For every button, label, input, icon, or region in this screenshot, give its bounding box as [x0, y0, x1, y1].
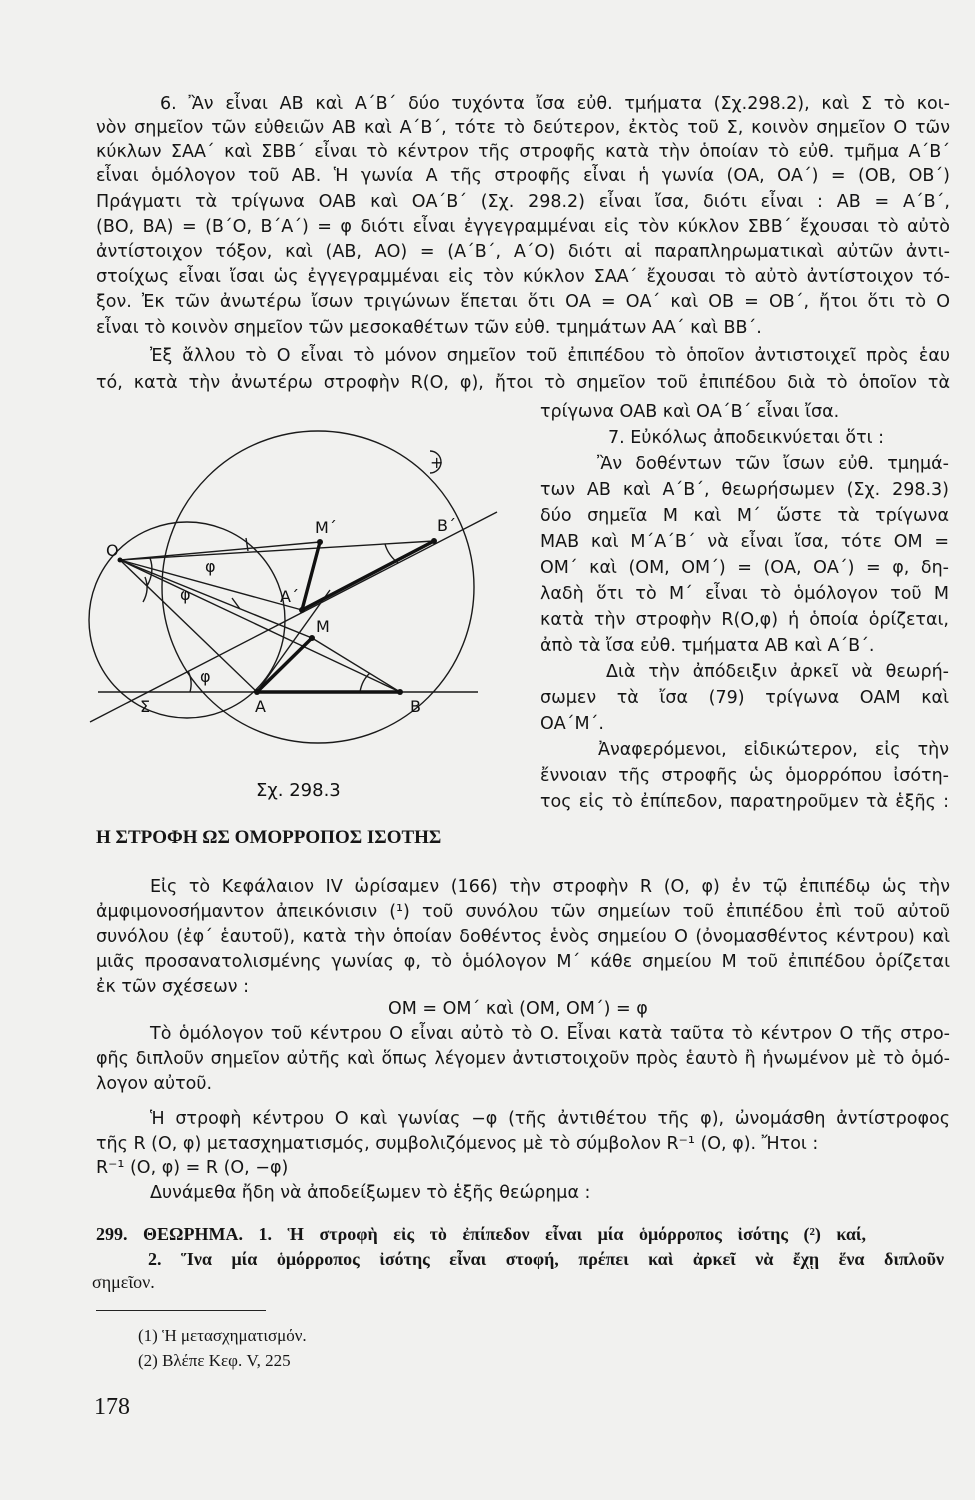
text-line: ἀπὸ τὰ ἴσα εὐθ. τμήματα ΑΒ καὶ Α΄Β΄.	[540, 636, 875, 656]
text-line: ΜΑΒ καὶ Μ΄Α΄Β΄ νὰ εἶναι ἴσα, τότε ΟΜ =	[540, 532, 949, 552]
text-line: τῆς R (Ο, φ) μετασχηματισμός, συμβολιζόμενος μὲ τὸ σύμβολον R⁻¹ (Ο, φ). Ἤτοι :	[96, 1134, 819, 1154]
text-line: εἶναι ὁμόλογον τοῦ ΑΒ. Ἡ γωνία Α τῆς στροφῆς εἶναι ἡ γωνία (ΟΑ, ΟΑ΄) = (ΟΒ, ΟΒ΄)	[96, 166, 950, 186]
text-line: Ἐξ ἄλλου τὸ Ο εἶναι τὸ μόνον σημεῖον τοῦ ἐπιπέδου τὸ ὁποῖον ἀντιστοιχεῖ πρὸς ἑαυ	[150, 346, 950, 366]
text-line: ἐκ τῶν σχέσεων :	[96, 977, 249, 997]
text-line: εἶναι τὸ κοινὸν σημεῖον τῶν μεσοκαθέτων τῶν εὐθ. τμημάτων ΑΑ΄ καὶ ΒΒ΄.	[96, 318, 762, 338]
text-line: μιᾶς προσανατολισμένης γωνίας φ, τὸ ὁμόλογον Μ΄ κάθε σημείου Μ τοῦ ἐπιπέδου ὁρίζεται	[96, 952, 950, 972]
theorem-line: 2. Ἵνα μία ὁμόρροπος ἰσότης εἶναι στοφή, πρέπει καὶ ἀρκεῖ νὰ ἔχῃ ἕνα διπλοῦν	[148, 1249, 944, 1269]
text-line: κύκλων ΣΑΑ΄ καὶ ΣΒΒ΄ εἶναι τὸ κέντρον τῆς στροφῆς κατὰ τὴν ὁποίαν τὸ εὐθ. τμῆμα Α΄Β΄	[96, 142, 950, 162]
label-A: Α	[255, 697, 266, 716]
text-line: Διὰ τὴν ἀπόδειξιν ἀρκεῖ νὰ θεωρή-	[606, 662, 949, 682]
text-line: Τὸ ὁμόλογον τοῦ κέντρου Ο εἶναι αὐτὸ τὸ Ο. Εἶναι κατὰ ταῦτα τὸ κέντρον Ο τῆς στρο-	[150, 1024, 950, 1044]
label-S: Σ	[140, 697, 151, 716]
text-line: τό, κατὰ τὴν ἀνωτέρω στροφὴν R(Ο, φ), ἤτοι τὸ σημεῖον τοῦ ἐπιπέδου διὰ τὸ ὁποῖον τὰ	[96, 373, 950, 393]
segment-MprimeAprime	[302, 542, 320, 610]
theorem-line: σημεῖον.	[92, 1272, 155, 1292]
label-M-prime: Μ΄	[315, 518, 337, 537]
segment-A-M	[257, 638, 312, 692]
text-line: (ΒΟ, ΒΑ) = (Β΄Ο, Β΄Α΄) = φ διότι εἶναι ἐγγεγραμμέναι εἰς τὸν κύκλον ΣΒΒ΄ ἔχουσαι τὸ αὐτὸ	[96, 217, 950, 237]
label-M: Μ	[316, 617, 330, 636]
text-line: Εἰς τὸ Κεφάλαιον IV ὡρίσαμεν (166) τὴν στροφὴν R (Ο, φ) ἐν τῷ ἐπιπέδῳ ὡς τὴν	[150, 877, 950, 897]
line-O-Mprime	[120, 542, 320, 560]
text-line: Ἡ στροφὴ κέντρου Ο καὶ γωνίας −φ (τῆς ἀντιθέτου τῆς φ), ὠνομάσθη ἀντίστροφος	[150, 1109, 950, 1129]
text-line: ΟΜ΄ καὶ (ΟΜ, ΟΜ΄) = (ΟΑ, ΟΑ΄) = φ, δη-	[540, 558, 949, 578]
label-plus: +	[430, 453, 444, 472]
page-number: 178	[94, 1394, 130, 1420]
text-line: δύο σημεῖα Μ καὶ Μ΄ ὥστε τὰ τρίγωνα	[540, 506, 949, 526]
angle-arc-O2	[143, 577, 147, 602]
text-line: φῆς διπλοῦν σημεῖον αὐτῆς καὶ ὅπως λέγομεν ἀντιστοιχοῦν πρὸς ἑαυτὸ ἢ ἡνωμένον μὲ τὸ ὁμό-	[96, 1049, 950, 1069]
text-line: 6. Ἂν εἶναι ΑΒ καὶ Α΄Β΄ δύο τυχόντα ἴσα εὐθ. τμήματα (Σχ.298.2), καὶ Σ τὸ κοι-	[160, 94, 950, 114]
text-line: ἔννοιαν τῆς στροφῆς ὡς ὁμορρόπου ἰσότη-	[540, 766, 949, 786]
label-O: Ο	[106, 541, 119, 560]
label-phi-1: φ	[205, 557, 216, 576]
text-line: συνόλου (ἐφ΄ ἑαυτοῦ), κατὰ τὴν ὁποίαν δοθέντος ἑνὸς σημείου Ο (ὀνομασθέντος κέντρου) καὶ	[96, 927, 950, 947]
text-line: 7. Εὐκόλως ἀποδεικνύεται ὅτι :	[608, 428, 885, 448]
text-line: ΟΑ΄Μ΄.	[540, 714, 604, 734]
figure-caption: Σχ. 298.3	[256, 780, 341, 801]
footnote-rule	[96, 1310, 266, 1311]
line-M-B	[312, 638, 400, 692]
footnote: (1) Ἡ μετασχηματισμόν.	[138, 1326, 307, 1345]
text-line: τος εἰς τὸ ἐπίπεδον, παρατηροῦμεν τὰ ἑξῆς :	[540, 792, 949, 812]
text-line: Πράγματι τὰ τρίγωνα ΟΑΒ καὶ ΟΑ΄Β΄ (Σχ. 298.2) εἶναι ἴσα, διότι εἶναι : ΑΒ = Α΄Β΄,	[96, 192, 950, 212]
footnote: (2) Βλέπε Κεφ. V, 225	[138, 1351, 291, 1370]
text-line: Ἂν δοθέντων τῶν ἴσων εὐθ. τμημά-	[597, 454, 949, 474]
text-line: νὸν σημεῖον τῶν εὐθειῶν ΑΒ καὶ Α΄Β΄, τότε τὸ δεύτερον, ἐκτὸς τοῦ Σ, κοινὸν σημεῖον Ο τῶν	[96, 118, 950, 138]
text-line: ἀμφιμονοσήμαντον ἀπεικόνισιν (¹) τοῦ συνόλου τῶν σημείων τοῦ ἐπιπέδου ἐπὶ τοῦ αὐτοῦ	[96, 902, 950, 922]
text-line: τρίγωνα ΟΑΒ καὶ ΟΑ΄Β΄ εἶναι ἴσα.	[540, 402, 840, 422]
label-phi-3: φ	[200, 667, 211, 686]
theorem-line: 299. ΘΕΩΡΗΜΑ. 1. Ἡ στροφὴ εἰς τὸ ἐπίπεδον εἶναι μία ὁμόρροπος ἰσότης (²) καί,	[96, 1224, 866, 1244]
circle-SBB	[162, 431, 474, 743]
text-line: των ΑΒ καὶ Α΄Β΄, θεωρήσωμεν (Σχ. 298.3)	[540, 480, 949, 500]
text-line: ἀντίστοιχον τόξον, καὶ (ΑΒ, ΑΟ) = (Α΄Β΄, Α΄Ο) διότι αἱ παραπληρωματικαὶ αὐτῶν ἀντι-	[96, 242, 950, 262]
text-line: κατὰ τὴν στροφὴν R(Ο,φ) ἡ ὁποία ὁρίζεται,	[540, 610, 949, 630]
text-line: ξον. Ἐκ τῶν ἀνωτέρω ἴσων τριγώνων ἕπεται ὅτι ΟΑ = ΟΑ΄ καὶ ΟΒ = ΟΒ΄, ἤτοι ὅτι τὸ Ο	[96, 292, 950, 312]
label-phi-2: φ	[180, 585, 191, 604]
text-line: Δυνάμεθα ἤδη νὰ ἀποδείξωμεν τὸ ἑξῆς θεώρημα :	[150, 1183, 591, 1203]
text-line: λογον αὐτοῦ.	[96, 1074, 213, 1094]
text-line: σωμεν τὰ ἴσα (79) τρίγωνα ΟΑΜ καὶ	[540, 688, 949, 708]
section-heading: Η ΣΤΡΟΦΗ ΩΣ ΟΜΟΡΡΟΠΟΣ ΙΣΟΤΗΣ	[96, 827, 442, 848]
label-B-prime: Β΄	[437, 516, 456, 535]
text-line: λαδὴ ὅτι τὸ Μ΄ εἶναι τὸ ὁμόλογον τοῦ Μ	[540, 584, 949, 604]
text-line: στοίχως εἶναι ἴσαι ὡς ἐγγεγραμμέναι εἰς τὸν κύκλον ΣΑΑ΄ ἔχουσαι τὸ αὐτὸ ἀντίστοιχον τό-	[96, 267, 950, 287]
label-A-prime: Α΄	[280, 587, 299, 606]
geometry-figure	[0, 0, 540, 830]
equation: R⁻¹ (Ο, φ) = R (Ο, −φ)	[96, 1158, 289, 1178]
equation: ΟΜ = ΟΜ΄ καὶ (ΟΜ, ΟΜ΄) = φ	[388, 999, 648, 1019]
text-line: Ἀναφερόμενοι, εἰδικώτερον, εἰς τὴν	[598, 740, 949, 760]
segment-AprimeBprime	[302, 541, 434, 610]
label-B: Β	[410, 697, 421, 716]
